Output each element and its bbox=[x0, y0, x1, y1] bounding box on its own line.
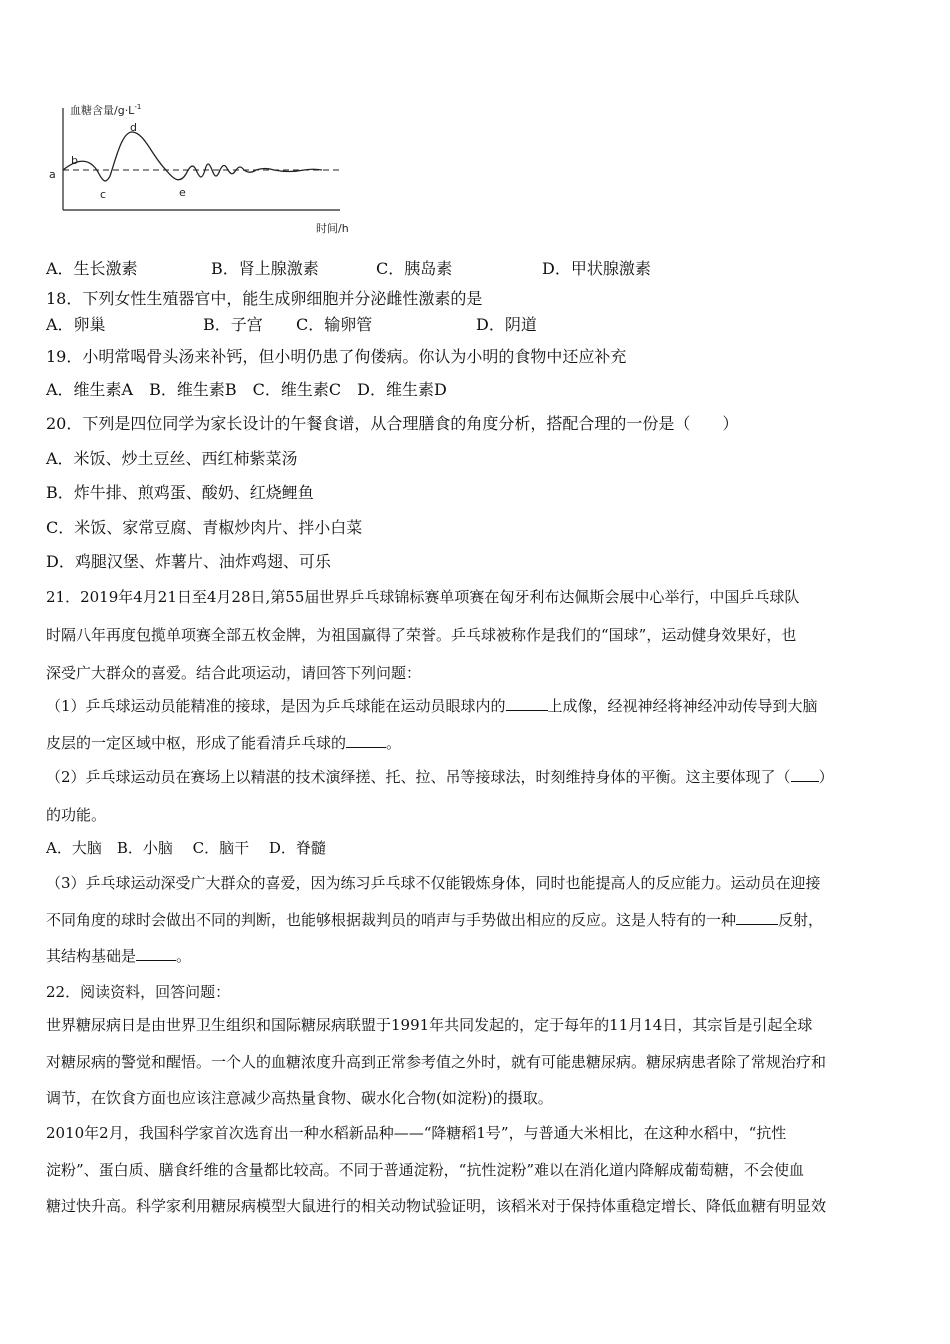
q21-part3-text-c: 反射， bbox=[778, 911, 824, 929]
q21-part1-text-d: 。 bbox=[386, 734, 402, 752]
label-d: d bbox=[130, 121, 137, 134]
q18-option-c[interactable]: C．输卵管 bbox=[296, 315, 373, 334]
q17-option-c[interactable]: C．胰岛素 bbox=[376, 259, 453, 278]
q21-blank-1[interactable] bbox=[506, 696, 548, 711]
q21-part3-text-b: 不同角度的球时会做出不同的判断，也能够根据裁判员的哨声与手势做出相应的反应。这是人特有的一种 bbox=[46, 911, 737, 929]
q17-option-b[interactable]: B．肾上腺激素 bbox=[211, 259, 319, 278]
q21-part2-text-a: （2）乒乓球运动员在赛场上以精湛的技术演绎搓、托、拉、吊等接球法，时刻维持身体的平衡。这主要体现了（ bbox=[46, 768, 791, 786]
q21-part2-options[interactable]: A．大脑 B．小脑 C．脑干 D．脊髓 bbox=[46, 839, 326, 857]
q21-part3-line-3 bbox=[46, 946, 191, 966]
q21-part2-line-2: 的功能。 bbox=[46, 806, 107, 824]
q21-part1-text-c: 皮层的一定区域中枢，形成了能看清乒乓球的 bbox=[46, 734, 347, 752]
q17-option-d[interactable]: D．甲状腺激素 bbox=[542, 259, 651, 278]
q21-blank-5[interactable] bbox=[136, 946, 176, 961]
q20-option-d[interactable]: D．鸡腿汉堡、炸薯片、油炸鸡翅、可乐 bbox=[46, 552, 331, 571]
q21-part3-text-d: 其结构基础是 bbox=[46, 947, 137, 965]
q18-stem: 18．下列女性生殖器官中，能生成卵细胞并分泌雌性激素的是 bbox=[46, 289, 483, 308]
x-axis-label: 时间/h bbox=[316, 222, 349, 235]
label-c: c bbox=[100, 188, 107, 201]
q22-para1-line-2: 对糖尿病的警觉和醒悟。一个人的血糖浓度升高到正常参考值之外时，就有可能患糖尿病。糖尿病患者除了常规治疗和 bbox=[46, 1053, 827, 1071]
q19-stem: 19．小明常喝骨头汤来补钙，但小明仍患了佝偻病。你认为小明的食物中还应补充 bbox=[46, 347, 627, 366]
q20-option-b[interactable]: B．炸牛排、煎鸡蛋、酸奶、红烧鲤鱼 bbox=[46, 483, 314, 502]
q21-blank-4[interactable] bbox=[736, 910, 778, 925]
blood-sugar-curve bbox=[63, 132, 322, 181]
q21-part2-text-b: ） bbox=[818, 768, 834, 786]
y-axis-label: 血糖含量$/g\cdot L^{-1}$ bbox=[70, 103, 142, 117]
q18-option-d[interactable]: D．阴道 bbox=[476, 315, 537, 334]
q22-para2-line-2: 淀粉”、蛋白质、膳食纤维的含量都比较高。不同于普通淀粉，“抗性淀粉”难以在消化道内降解成葡萄糖，不会使血 bbox=[46, 1161, 805, 1179]
label-b: b bbox=[71, 154, 78, 167]
q20-stem: 20．下列是四位同学为家长设计的午餐食谱，从合理膳食的角度分析，搭配合理的一份是（ ） bbox=[46, 414, 739, 433]
q21-blank-2[interactable] bbox=[346, 733, 386, 748]
blood-sugar-graph bbox=[40, 98, 370, 238]
q21-intro-line-2: 时隔八年再度包揽单项赛全部五枚金牌，为祖国赢得了荣誉。乒乓球被称作是我们的“国球”，运动健身效果好，也 bbox=[46, 626, 797, 644]
q19-options[interactable]: A．维生素A B．维生素B C．维生素C D．维生素D bbox=[46, 380, 447, 399]
q22-stem: 22．阅读资料，回答问题： bbox=[46, 983, 231, 1001]
q21-blank-3[interactable] bbox=[791, 767, 819, 782]
q21-part1-text-b: 上成像，经视神经将神经冲动传导到大脑 bbox=[547, 697, 818, 715]
q21-intro-line-3: 深受广大群众的喜爱。结合此项运动，请回答下列问题： bbox=[46, 664, 422, 682]
q21-part3-line-1: （3）乒乓球运动深受广大群众的喜爱，因为练习乒乓球不仅能锻炼身体，同时也能提高人的反应能力。运动员在迎接 bbox=[46, 874, 821, 892]
q21-part3-text-e: 。 bbox=[176, 947, 192, 965]
q22-para2-line-3: 糖过快升高。科学家利用糖尿病模型大鼠进行的相关动物试验证明，该稻米对于保持体重稳定增长、降低血糖有明显效 bbox=[46, 1197, 827, 1215]
q21-part1-text-a: （1）乒乓球运动员能精准的接球，是因为乒乓球能在运动员眼球内的 bbox=[46, 697, 506, 715]
q17-option-a[interactable]: A．生长激素 bbox=[46, 259, 138, 278]
q18-option-b[interactable]: B．子宫 bbox=[203, 315, 263, 334]
label-e: e bbox=[179, 186, 186, 199]
q21-part1-line-1 bbox=[46, 696, 818, 716]
q20-option-a[interactable]: A．米饭、炒土豆丝、西红柿紫菜汤 bbox=[46, 449, 298, 468]
q22-para2-line-1: 2010年2月，我国科学家首次选育出一种水稻新品种——“降糖稻1号”，与普通大米相比，在这种水稻中，“抗性 bbox=[46, 1124, 787, 1142]
label-a: a bbox=[49, 168, 56, 181]
q21-part2-line-1 bbox=[46, 767, 834, 787]
q21-part1-line-2 bbox=[46, 733, 401, 753]
q21-intro-line-1: 21．2019年4月21日至4月28日,第55届世界乒乓球锦标赛单项赛在匈牙利布达佩斯会展中心举行，中国乒乓球队 bbox=[46, 588, 800, 606]
q18-option-a[interactable]: A．卵巢 bbox=[46, 315, 106, 334]
q21-part3-line-2 bbox=[46, 910, 823, 930]
q22-para1-line-1: 世界糖尿病日是由世界卫生组织和国际糖尿病联盟于1991年共同发起的，定于每年的11月14日，其宗旨是引起全球 bbox=[46, 1016, 813, 1034]
q22-para1-line-3: 调节，在饮食方面也应该注意减少高热量食物、碳水化合物(如淀粉)的摄取。 bbox=[46, 1089, 553, 1107]
q20-option-c[interactable]: C．米饭、家常豆腐、青椒炒肉片、拌小白菜 bbox=[46, 518, 363, 537]
